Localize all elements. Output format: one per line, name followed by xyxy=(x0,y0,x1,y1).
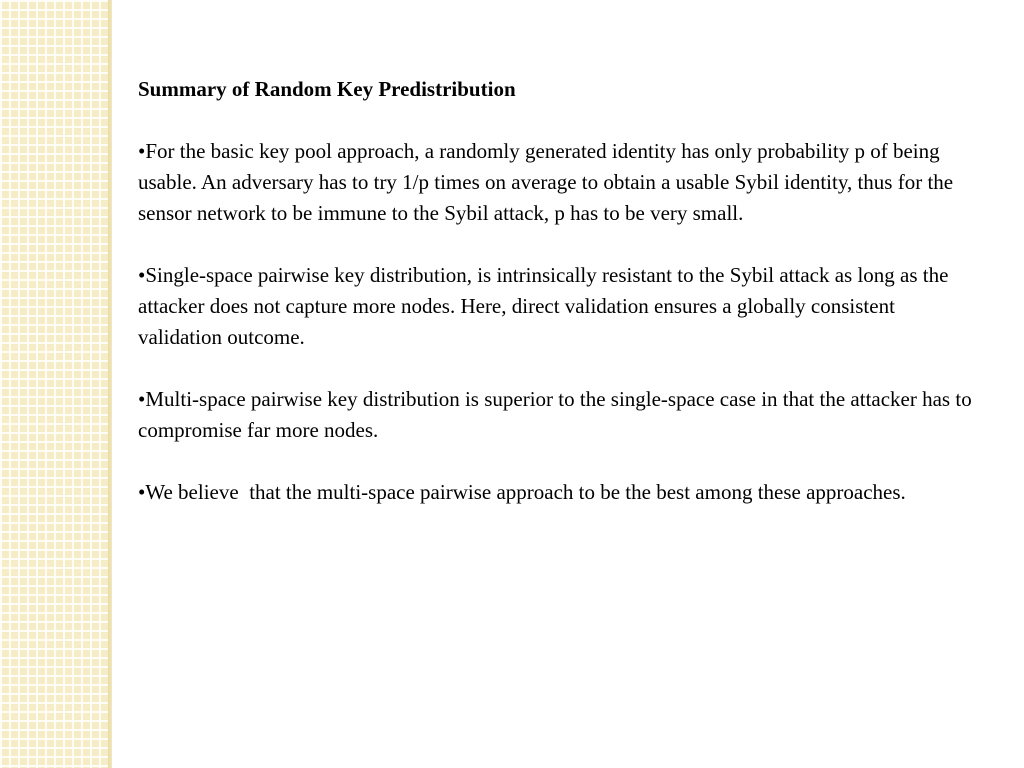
bullet-paragraph-single-space: •Single-space pairwise key distribution, is intrinsically resistant to the Sybil attack as long as the attacker does not capture more nodes. Here, direct validation ensures a globally consistent validation outcome. xyxy=(138,263,949,349)
slide-content xyxy=(138,74,978,539)
side-band-edge xyxy=(108,0,112,768)
bullet-paragraph-multi-space: •Multi-space pairwise key distribution is superior to the single-space case in that the attacker has to compromise far more nodes. xyxy=(138,387,972,442)
decorative-side-band xyxy=(0,0,112,768)
slide-heading: Summary of Random Key Predistribution xyxy=(138,77,516,101)
bullet-paragraph-key-pool: •For the basic key pool approach, a randomly generated identity has only probability p of being usable. An adversary has to try 1/p times on average to obtain a usable Sybil identity, thus for the sensor network to be immune to the Sybil attack, p has to be very small. xyxy=(138,139,954,225)
bullet-paragraph-conclusion: •We believe that the multi-space pairwise approach to be the best among these approaches. xyxy=(138,480,906,504)
